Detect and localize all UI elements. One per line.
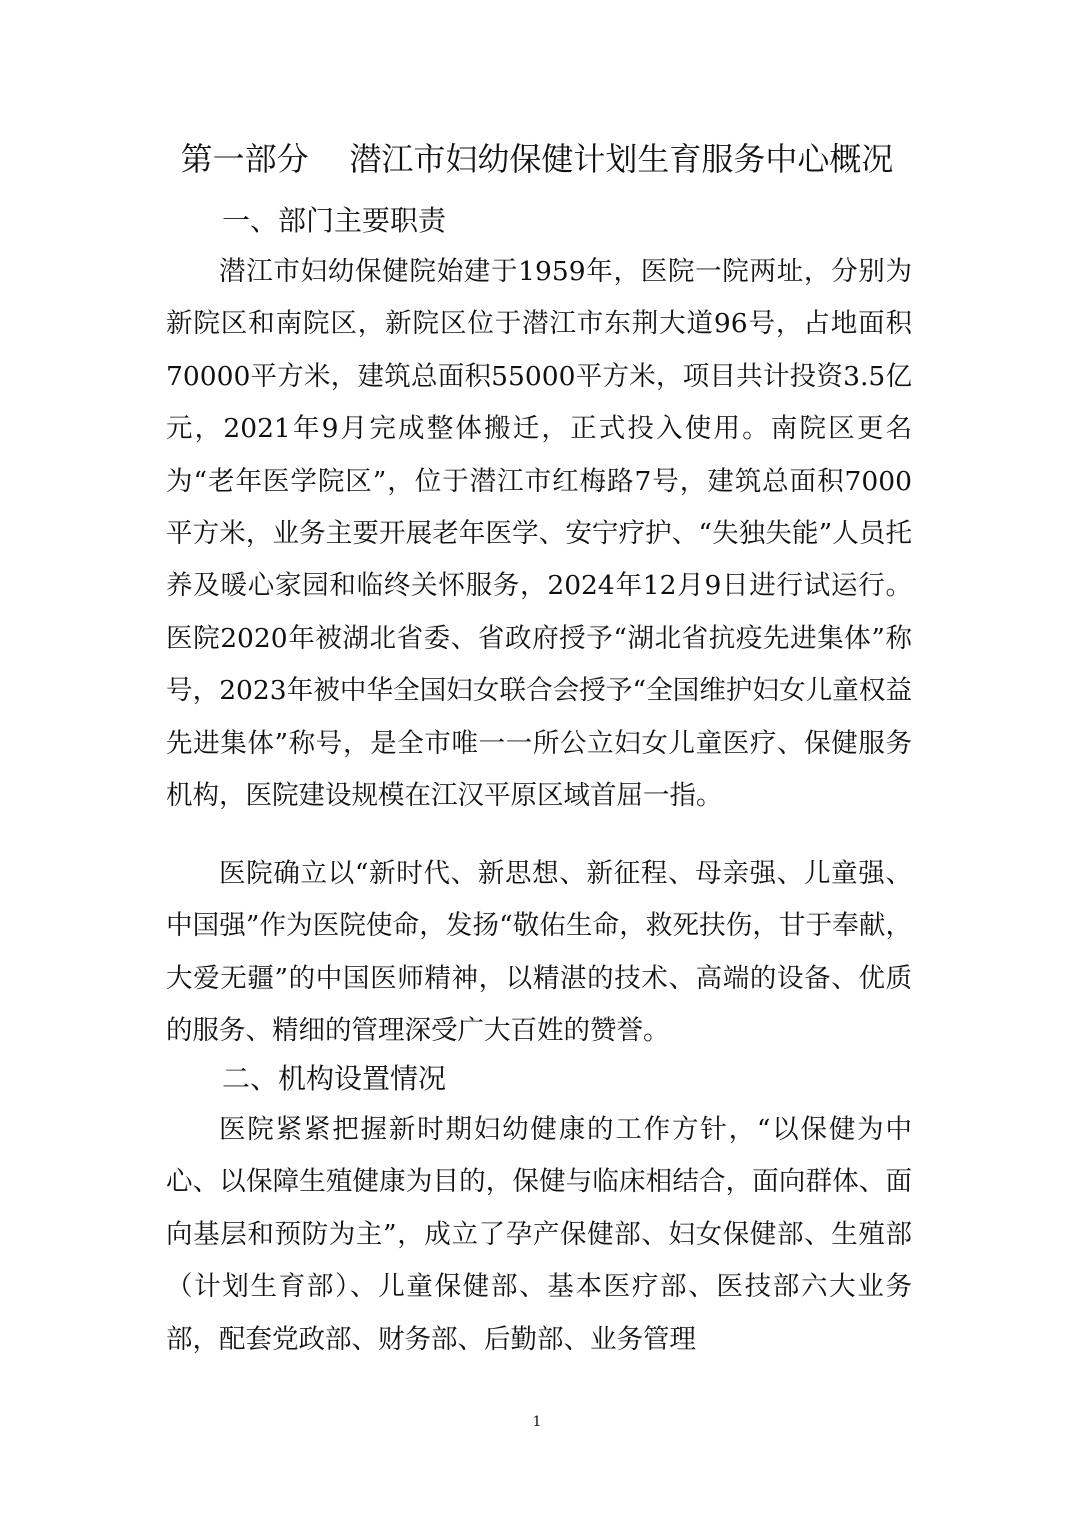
page-number: 1 [532,1414,542,1430]
paragraph-hospital-overview: 潜江市妇幼保健院始建于1959年，医院一院两址，分别为新院区和南院区，新院区位于潜江市东荆大道96号，占地面积70000平方米，建筑总面积55000平方米，项目共计投资3.5亿元，2021年9月完成整体搬迁，正式投入使用。南院区更名为“老年医学院区”，位于潜江市红梅路7号，建筑总面积7000平方米，业务主要开展老年医学、安宁疗护、“失独失能”人员托养及暖心家园和临终关怀服务，2024年12月9日进行试运行。医院2020年被湖北省委、省政府授予“湖北省抗疫先进集体”称号，2023年被中华全国妇女联合会授予“全国维护妇女儿童权益先进集体”称号，是全市唯一一所公立妇女儿童医疗、保健服务机构，医院建设规模在江汉平原区域首屈一指。 [166,256,912,812]
paragraph-hospital-mission: 医院确立以“新时代、新思想、新征程、母亲强、儿童强、中国强”作为医院使命，发扬“敬佑生命，救死扶伤，甘于奉献，大爱无疆”的中国医师精神，以精湛的技术、高端的设备、优质的服务、精细的管理深受广大百姓的赞誉。 [166,858,912,1047]
section-heading-responsibilities: 一、部门主要职责 [222,204,447,237]
section-heading-organization: 二、机构设置情况 [222,1062,447,1095]
document-title: 第一部分 潜江市妇幼保健计划生育服务中心概况 [180,140,894,178]
paragraph-organization-setup: 医院紧紧把握新时期妇幼健康的工作方针，“以保健为中心、以保障生殖健康为目的，保健与临床相结合，面向群体、面向基层和预防为主”，成立了孕产保健部、妇女保健部、生殖部（计划生育部）、儿童保健部、基本医疗部、医技部六大业务部，配套党政部、财务部、后勤部、业务管理 [166,1114,912,1355]
